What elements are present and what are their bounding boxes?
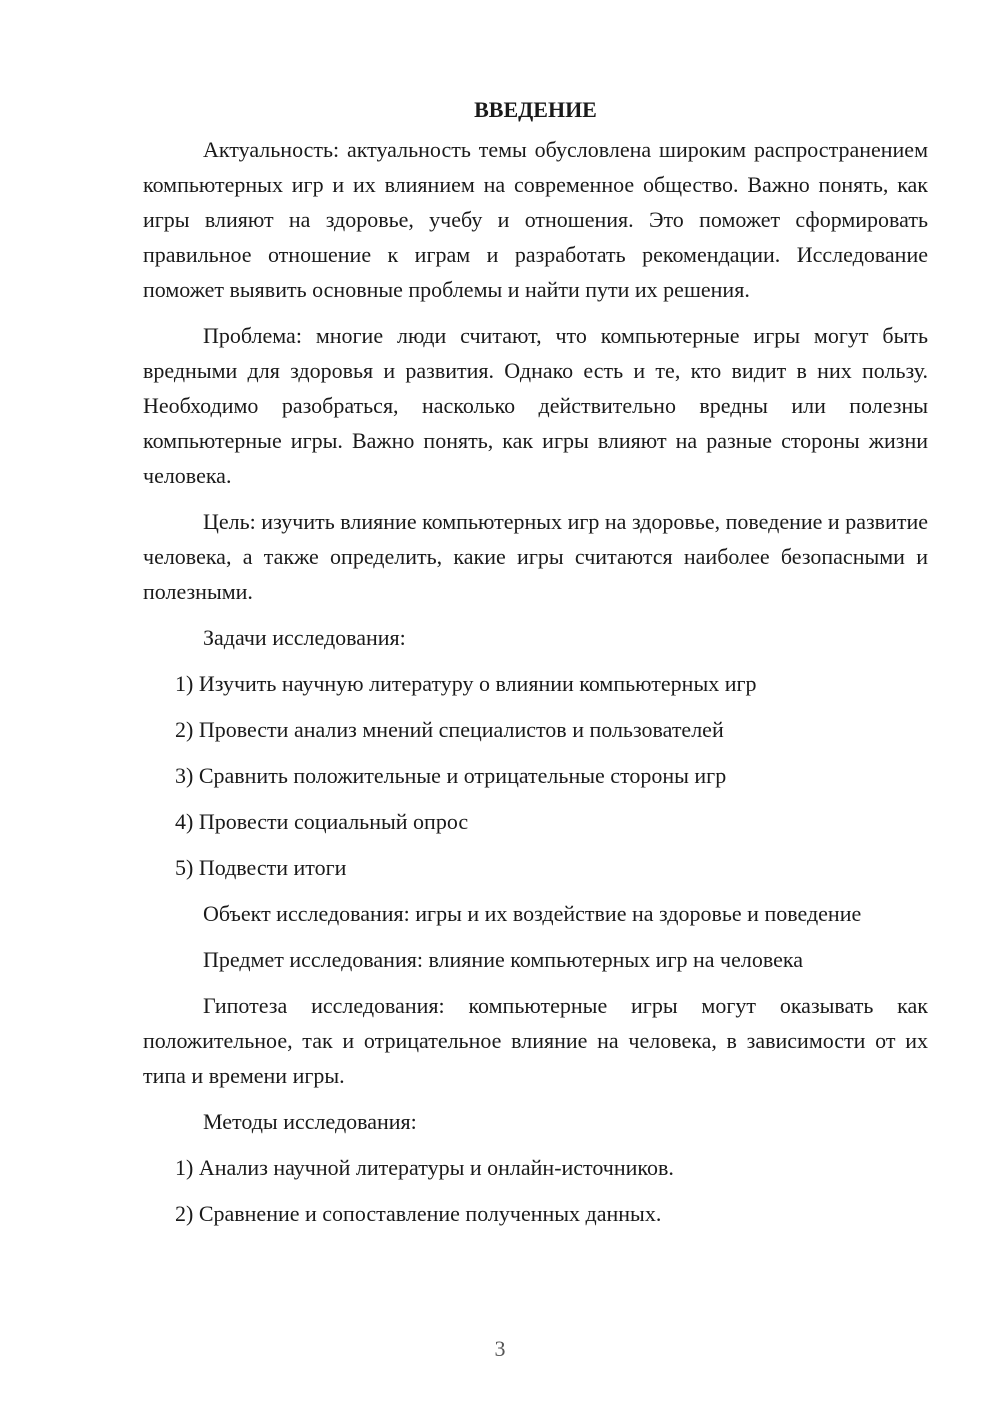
task-item: 1) Изучить научную литературу о влиянии компьютерных игр — [175, 671, 757, 696]
tasks-heading: Задачи исследования: — [203, 625, 406, 650]
goal-paragraph: Цель: изучить влияние компьютерных игр на здоровье, поведение и развитие человека, а также определить, какие игры считаются наиболее безопасными и полезными. — [143, 509, 928, 604]
section-title: ВВЕДЕНИЕ — [474, 97, 597, 122]
page-number: 3 — [494, 1336, 506, 1361]
task-item: 3) Сравнить положительные и отрицательные стороны игр — [175, 763, 727, 788]
methods-heading: Методы исследования: — [203, 1109, 417, 1134]
task-item: 5) Подвести итоги — [175, 855, 347, 880]
problem-paragraph: Проблема: многие люди считают, что компьютерные игры могут быть вредными для здоровья и развития. Однако есть и те, кто видит в них пользу. Необходимо разобраться, насколько действительно вредны или полезны компьютерные игры. Важно понять, как игры влияют на разные стороны жизни человека. — [143, 323, 928, 488]
method-item: 1) Анализ научной литературы и онлайн-источников. — [175, 1155, 674, 1180]
relevance-paragraph: Актуальность: актуальность темы обусловлена широким распространением компьютерных игр и их влиянием на современное общество. Важно понять, как игры влияют на здоровье, учебу и отношения. Это поможет сформировать правильное отношение к играм и разработать рекомендации. Исследование поможет выявить основные проблемы и найти пути их решения. — [143, 137, 928, 302]
method-item: 2) Сравнение и сопоставление полученных данных. — [175, 1201, 662, 1226]
subject-paragraph: Предмет исследования: влияние компьютерных игр на человека — [203, 947, 803, 972]
object-paragraph: Объект исследования: игры и их воздействие на здоровье и поведение — [203, 901, 862, 926]
hypothesis-paragraph: Гипотеза исследования: компьютерные игры могут оказывать как положительное, так и отрицательное влияние на человека, в зависимости от их типа и времени игры. — [143, 993, 928, 1088]
document-page — [143, 95, 928, 1242]
task-item: 2) Провести анализ мнений специалистов и пользователей — [175, 717, 724, 742]
task-item: 4) Провести социальный опрос — [175, 809, 469, 834]
